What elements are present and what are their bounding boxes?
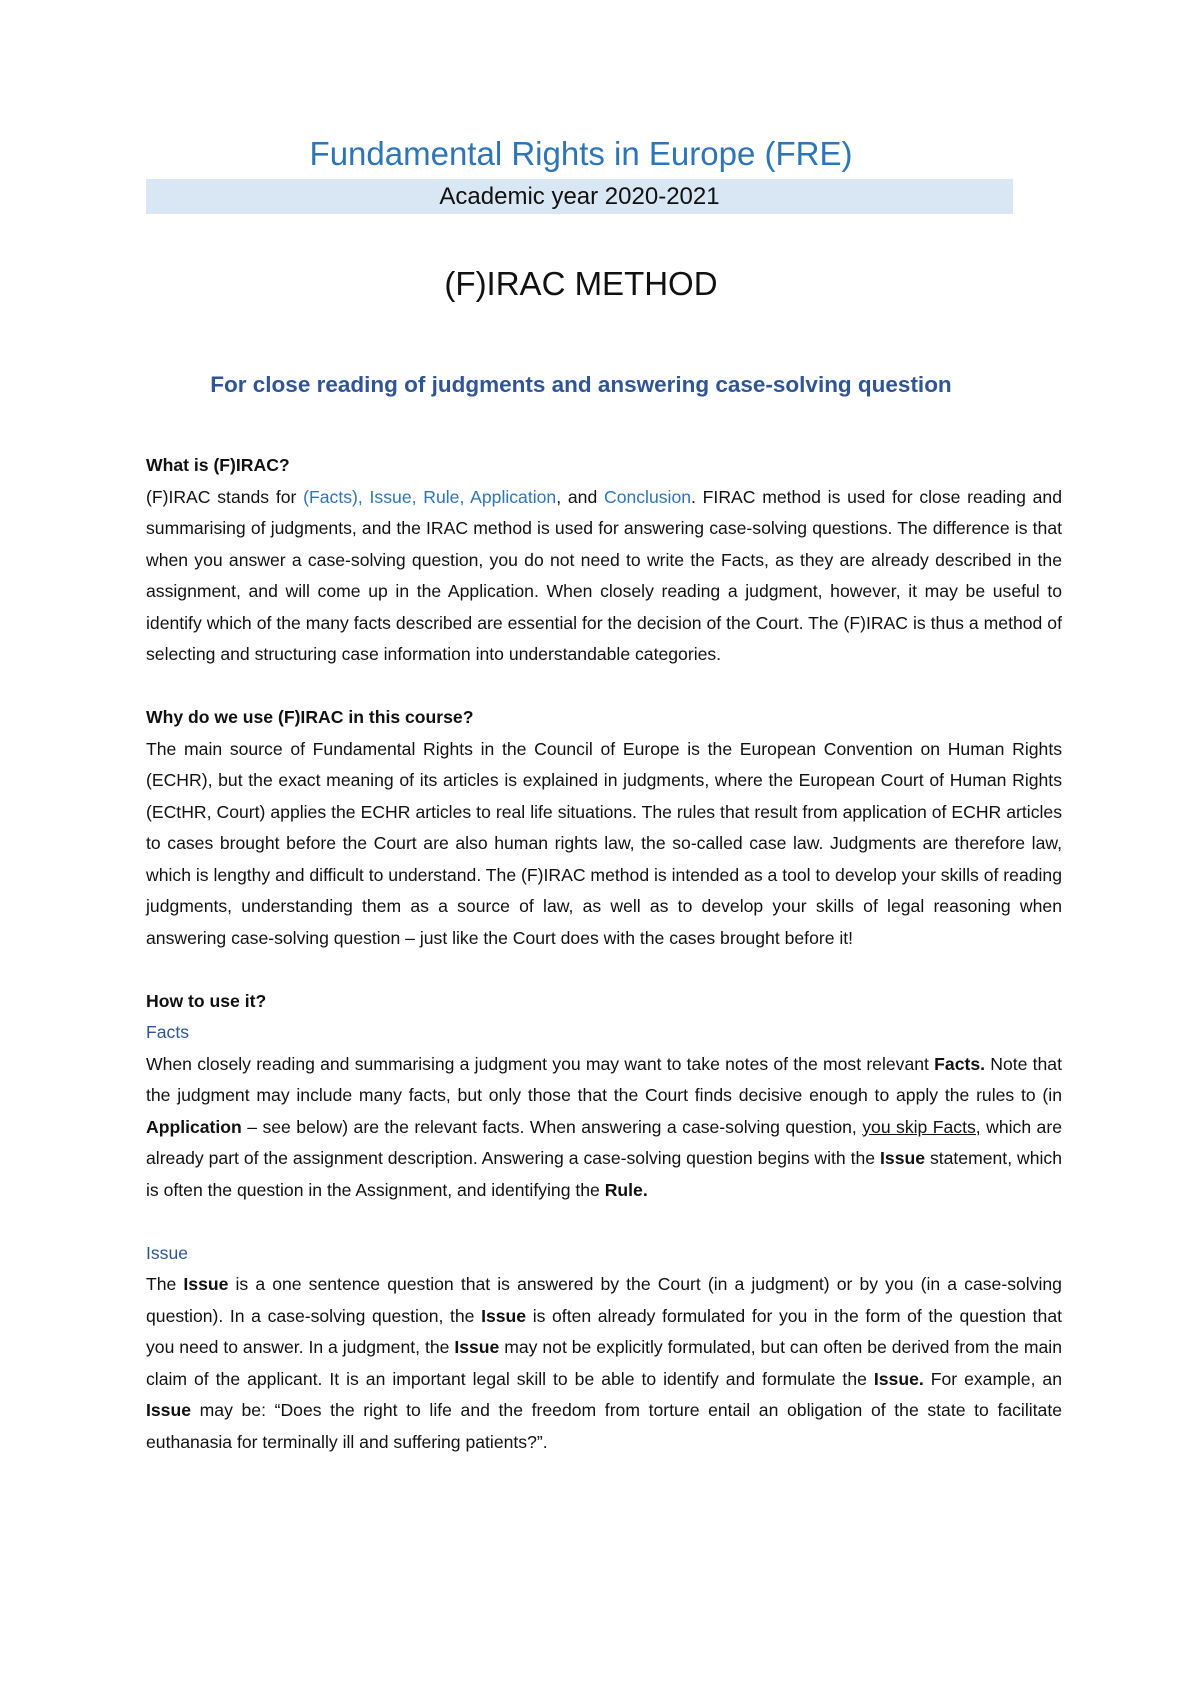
spacer xyxy=(146,671,1062,703)
text-run: may not be explicitly formulated, but can often be derived from the main claim of the applicant. It is an important legal skill to be able to identify and formulate the xyxy=(146,1337,1062,1389)
document-subtitle: For close reading of judgments and answering case-solving question xyxy=(210,372,952,397)
text-run: For example, an xyxy=(923,1368,1062,1389)
text-run: . FIRAC method is used for close reading and summarising of judgments, and the IRAC method is used for answering case-solving questions. The difference is that when you answer a case-solving question, you do not need to write the Facts, as they are already described in the assignment, and will come up in the Application. When closely reading a judgment, however, it may be useful to identify which of the many facts described are essential for the decision of the Court. The (F)IRAC is thus a method of selecting and structuring case information into understandable categories. xyxy=(146,486,1062,664)
term-rule: Rule xyxy=(423,486,460,507)
text-run: , xyxy=(411,486,424,507)
text-run: – see below) are the relevant facts. When answering a case-solving question, xyxy=(241,1116,863,1137)
term-facts: (Facts) xyxy=(303,486,358,507)
spacer xyxy=(146,954,1062,986)
text-run: is often already formulated for you in the form of the question that you need to answer. In a judgment, the xyxy=(146,1305,1062,1357)
text-run: Note that the judgment may include many facts, but only those that the Court finds decisive enough to apply the rules to (in xyxy=(146,1053,1062,1105)
section-heading-how: How to use it? xyxy=(146,990,267,1011)
spacer xyxy=(146,1206,1062,1238)
course-title: Fundamental Rights in Europe (FRE) xyxy=(309,135,853,172)
section-heading-what: What is (F)IRAC? xyxy=(146,455,290,475)
term-conclusion: Conclusion xyxy=(603,486,692,507)
text-run: (F)IRAC stands for xyxy=(146,486,304,507)
term-rule-bold: Rule. xyxy=(604,1179,648,1200)
paragraph-why-firac: The main source of Fundamental Rights in the Council of Europe is the European Convention on Human Rights (ECHR), but the exact meaning of its articles is explained in judgments, where the European Court of Human Rights (ECtHR, Court) applies the ECHR articles to real life situations. The rules that result from application of ECHR articles to cases brought before the Court are also human rights law, the so-called case law. Judgments are therefore law, which is lengthy and difficult to understand. The (F)IRAC method is intended as a tool to develop your skills of reading judgments, understanding them as a source of law, as well as to develop your skills of legal reasoning when answering case-solving question – just like the Court does with the cases brought before it! xyxy=(146,738,1062,948)
document-title: (F)IRAC METHOD xyxy=(444,265,718,302)
subheading-facts: Facts xyxy=(146,1022,190,1042)
text-run: The xyxy=(146,1274,184,1294)
term-issue-bold: Issue xyxy=(146,1400,191,1420)
term-issue-bold: Issue xyxy=(183,1274,229,1294)
text-run: , xyxy=(459,486,471,507)
term-issue-bold: Issue xyxy=(880,1148,926,1168)
term-issue: Issue xyxy=(369,486,412,507)
term-application-bold: Application xyxy=(146,1116,242,1137)
text-run: may be: xyxy=(191,1400,275,1420)
paragraph-what-is-firac xyxy=(146,482,1062,671)
term-issue-bold: Issue xyxy=(454,1337,500,1357)
text-run: , xyxy=(357,486,370,507)
text-run: When closely reading and summarising a judgment you may want to take notes of the most relevant xyxy=(146,1053,935,1074)
term-facts-bold: Facts. xyxy=(934,1053,986,1074)
underlined-skip-facts: you skip Facts, xyxy=(862,1116,981,1137)
text-run: , and xyxy=(556,486,604,507)
section-heading-why: Why do we use (F)IRAC in this course? xyxy=(146,707,474,727)
term-issue-bold: Issue xyxy=(481,1305,527,1326)
academic-year-band: Academic year 2020-2021 xyxy=(146,179,1013,214)
example-quote: “Does the right to life and the freedom from torture entail an obligation of the state to facilitate euthanasia for terminally ill and suffering patients?”. xyxy=(146,1400,1062,1452)
term-issue-bold: Issue. xyxy=(873,1368,924,1389)
text-run: which are already part of the assignment description. Answering a case-solving question begins with the xyxy=(146,1116,1062,1168)
text-run: statement, which is often the question in the Assignment, and identifying the xyxy=(146,1148,1062,1200)
document-body xyxy=(146,450,1062,1458)
paragraph-issue xyxy=(146,1269,1062,1458)
subheading-issue: Issue xyxy=(146,1242,189,1263)
text-run: is a one sentence question that is answered by the Court (in a judgment) or by you (in a case-solving question). In a case-solving question, the xyxy=(146,1274,1062,1326)
paragraph-facts xyxy=(146,1049,1062,1207)
term-application: Application xyxy=(470,486,557,507)
